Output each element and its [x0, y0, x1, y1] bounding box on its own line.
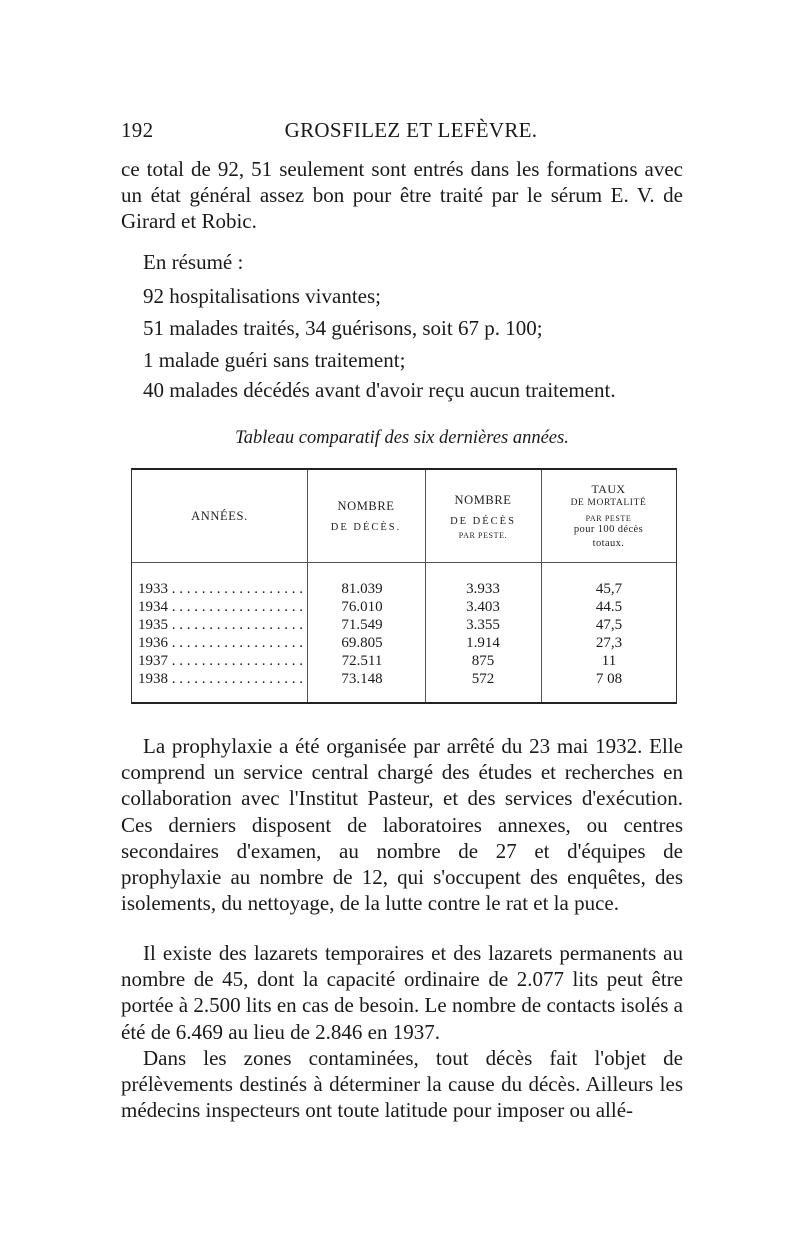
page-number: 192: [121, 118, 154, 142]
mortality-table: [131, 468, 677, 704]
summary-item: 92 hospitalisations vivantes;: [143, 284, 381, 308]
table-row: 1933 . . . 81.039 3.933 45,7: [132, 580, 676, 598]
header-years: ANNÉES.: [191, 508, 248, 523]
summary-item: 51 malades traités, 34 guérisons, soit 67 p. 100;: [143, 316, 543, 340]
summary-item: 40 malades décédés avant d'avoir reçu aucun traitement.: [143, 378, 616, 402]
table-row: 1936 . . . 69.805 1.914 27,3: [132, 634, 676, 652]
table-row: 1938 . . . 73.148 572 7 08: [132, 670, 676, 688]
body-paragraph: Dans les zones contaminées, tout décès fait l'objet de prélèvements destinés à déterminer la cause du décès. Ailleurs les médecins inspecteurs ont toute latitude pour imposer ou allé-: [121, 1046, 683, 1123]
table-row: 1935 . . . 71.549 3.355 47,5: [132, 616, 676, 634]
table-row: 1934 . . . 76.010 3.403 44.5: [132, 598, 676, 616]
running-title: GROSFILEZ ET LEFÈVRE.: [284, 118, 538, 142]
page-header: [121, 118, 681, 148]
header-mortality-rate: TAUX DE MORTALITÉ PAR PESTE pour 100 décès totaux.: [570, 481, 647, 549]
table-caption: Tableau comparatif des six dernières années.: [235, 428, 569, 448]
summary-item: 1 malade guéri sans traitement;: [143, 348, 406, 372]
summary-heading: En résumé :: [143, 250, 244, 274]
body-paragraph: La prophylaxie a été organisée par arrêté du 23 mai 1932. Elle comprend un service central chargé des études et recherches en collaboration avec l'Institut Pasteur, et des services d'exécution. Ces derniers disposent de laboratoires annexes, ou centres secondaires d'examen, au nombre de 27 et d'équipes de prophylaxie au nombre de 12, qui s'occupent des enquêtes, des isolements, du nettoyage, de la lutte contre le rat et la puce.: [121, 734, 683, 916]
body-paragraph: Il existe des lazarets temporaires et des lazarets permanents au nombre de 45, dont la capacité ordinaire de 2.077 lits peut être portée à 2.500 lits en cas de besoin. Le nombre de contacts isolés a été de 6.469 au lieu de 2.846 en 1937.: [121, 941, 683, 1044]
header-plague-deaths: NOMBRE DE DÉCÈS PAR PESTE.: [450, 492, 516, 540]
table-row: 1937 . . . 72.511 875 11: [132, 652, 676, 670]
intro-paragraph: ce total de 92, 51 seulement sont entrés dans les formations avec un état général assez bon pour être traité par le sérum E. V. de Girard et Robic.: [121, 157, 683, 234]
header-deaths: NOMBRE DE DÉCÈS.: [330, 499, 402, 533]
